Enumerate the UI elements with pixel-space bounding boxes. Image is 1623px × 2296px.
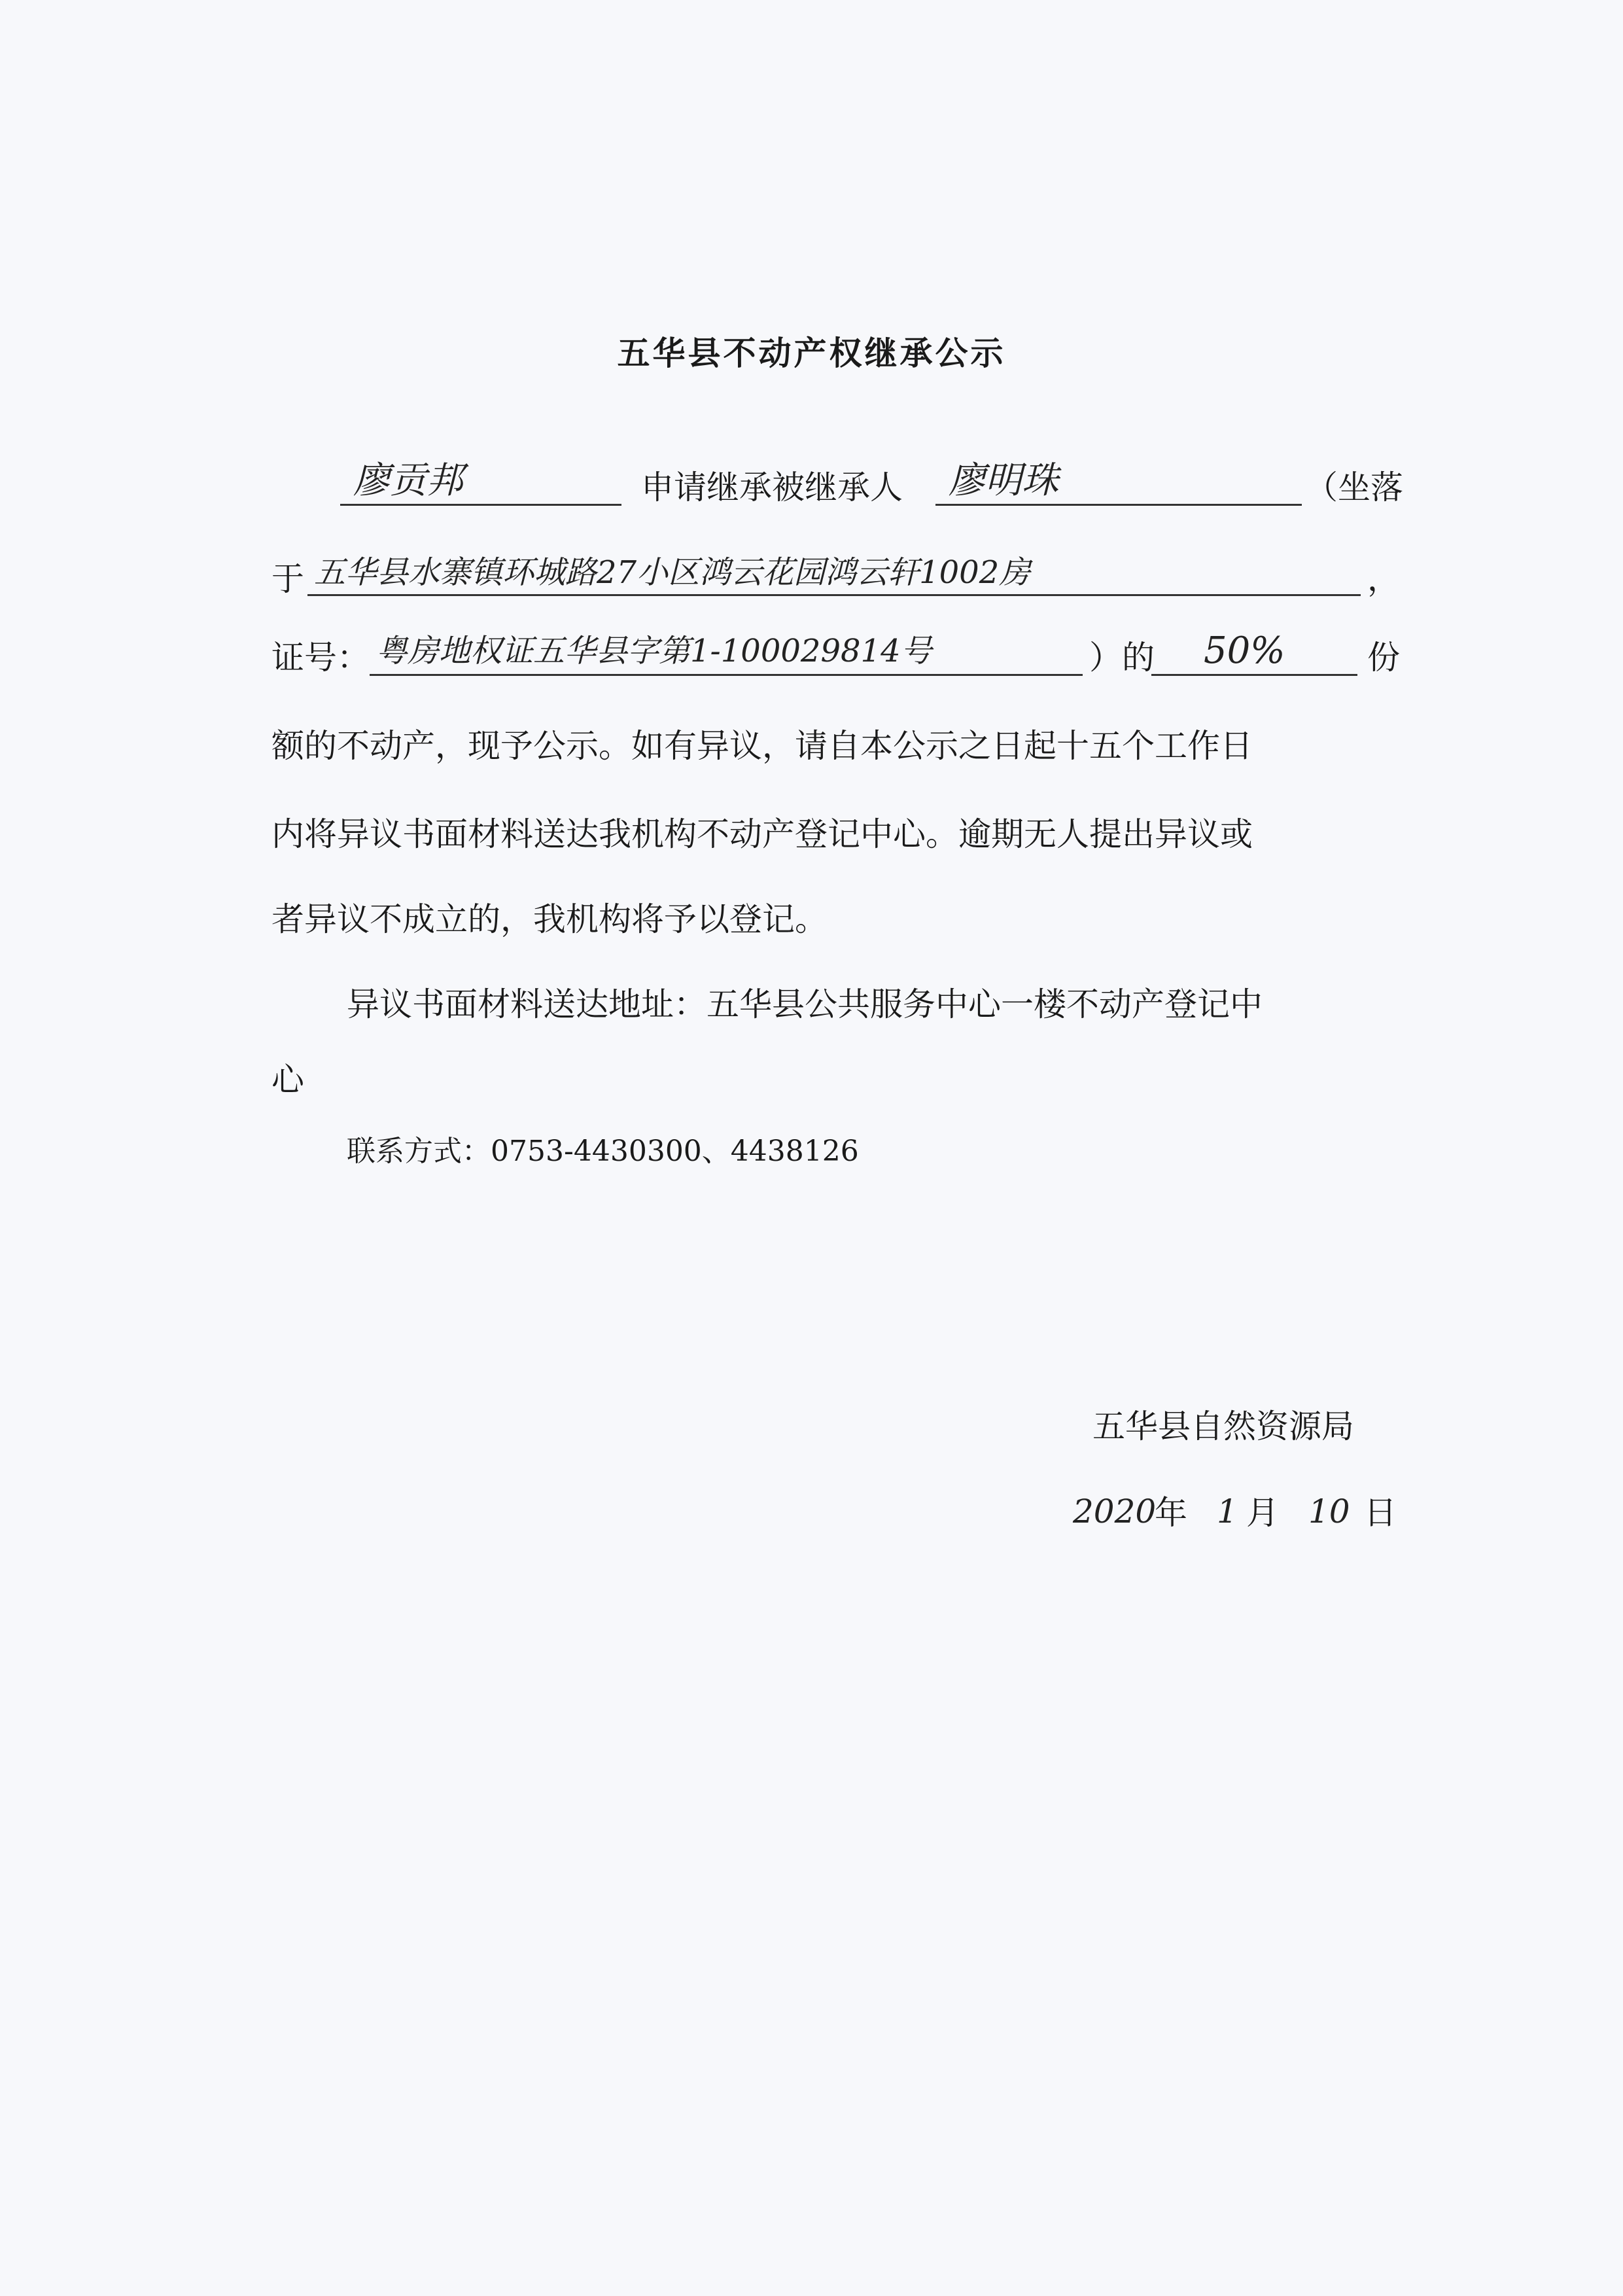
apply-text: 申请继承被继承人 (641, 468, 903, 506)
contact-info: 联系方式：0753-4430300、4438126 (347, 1135, 859, 1168)
comma-text: ， (1367, 560, 1400, 598)
date-month: 1 (1217, 1492, 1238, 1530)
location-open-text: （坐落 (1305, 468, 1403, 506)
date-day-suffix: 日 (1364, 1494, 1397, 1532)
address-underline (307, 594, 1361, 596)
deceased-name: 廖明珠 (949, 459, 1058, 502)
cert-close-text: ）的 (1089, 639, 1155, 677)
paragraph-line-4: 额的不动产，现予公示。如有异议，请自本公示之日起十五个工作日 (271, 727, 1253, 765)
deceased-underline (935, 504, 1302, 506)
cert-underline (370, 674, 1083, 676)
date-day: 10 (1308, 1492, 1350, 1530)
address-line-1: 异议书面材料送达地址：五华县公共服务中心一楼不动产登记中 (347, 985, 1263, 1023)
applicant-underline (340, 504, 621, 506)
page-title: 五华县不动产权继承公示 (617, 334, 1006, 372)
certificate-number: 粤房地权证五华县字第1-100029814号 (376, 633, 932, 669)
cert-label: 证号： (271, 639, 370, 677)
date-month-suffix: 月 (1246, 1494, 1279, 1532)
share-text: 份 (1367, 639, 1400, 677)
share-underline (1151, 674, 1357, 676)
at-text: 于 (271, 560, 304, 598)
date-year: 2020 (1073, 1492, 1157, 1530)
paragraph-line-6: 者异议不成立的，我机构将予以登记。 (271, 900, 828, 938)
date-year-suffix: 年 (1155, 1494, 1187, 1532)
issuing-organization: 五华县自然资源局 (1092, 1407, 1354, 1445)
share-percentage: 50% (1204, 629, 1285, 672)
paragraph-line-5: 内将异议书面材料送达我机构不动产登记中心。逾期无人提出异议或 (271, 815, 1253, 853)
address-line-2: 心 (271, 1061, 304, 1099)
property-address: 五华县水寨镇环城路27小区鸿云花园鸿云轩1002房 (314, 554, 1031, 591)
applicant-name: 廖贡邦 (353, 459, 463, 502)
